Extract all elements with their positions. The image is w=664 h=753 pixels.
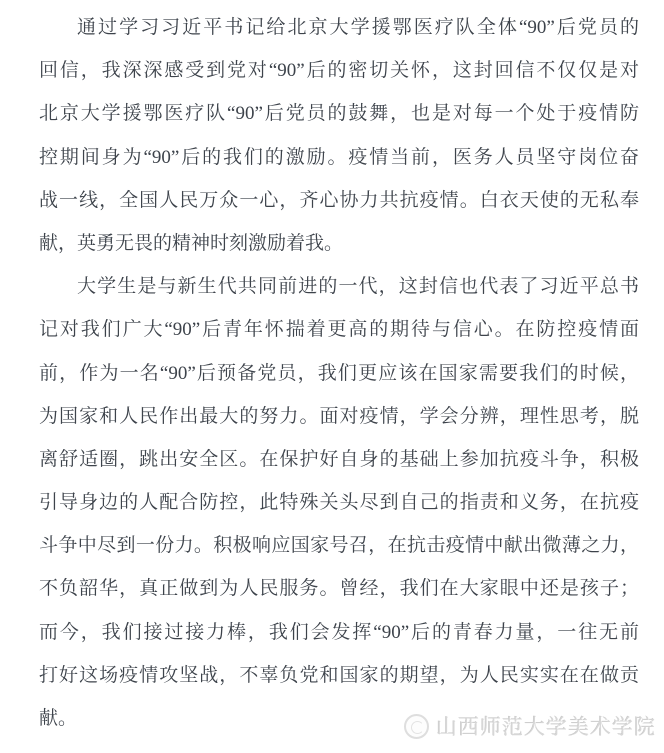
text-line: 斗争中尽到一份力。积极响应国家号召，在抗击疫情中献出微薄之力， bbox=[39, 535, 639, 557]
text-line: 记对我们广大“90”后青年怀揣着更高的期待与信心。在防控疫情面 bbox=[39, 319, 639, 341]
text-line: 回信，我深深感受到党对“90”后的密切关怀，这封回信不仅仅是对 bbox=[39, 60, 639, 82]
essay-body bbox=[39, 6, 639, 740]
watermark-label: 山西师范大学美术学院 bbox=[436, 715, 656, 739]
text-line: 不负韶华，真正做到为人民服务。曾经，我们在大家眼中还是孩子； bbox=[39, 578, 639, 600]
text-line: 战一线，全国人民万众一心，齐心协力共抗疫情。白衣天使的无私奉 bbox=[39, 189, 639, 211]
text-line: 献。 bbox=[39, 708, 78, 729]
text-line: 通过学习习近平书记给北京大学援鄂医疗队全体“90”后党员的 bbox=[77, 17, 639, 38]
text-line: 打好这场疫情攻坚战，不辜负党和国家的期望，为人民实实在在做贡 bbox=[39, 664, 639, 686]
text-line: 而今，我们接过接力棒，我们会发挥“90”后的青春力量，一往无前 bbox=[39, 621, 639, 643]
text-line: 引导身边的人配合防控，此特殊关头尽到自己的指责和义务，在抗疫 bbox=[39, 492, 639, 514]
text-line: 前，作为一名“90”后预备党员，我们更应该在国家需要我们的时候， bbox=[39, 362, 639, 384]
text-line: 控期间身为“90”后的我们的激励。疫情当前，医务人员坚守岗位奋 bbox=[39, 146, 639, 168]
text-line: 献，英勇无畏的精神时刻激励着我。 bbox=[39, 232, 344, 254]
text-line: 为国家和人民作出最大的努力。面对疫情，学会分辨，理性思考，脱 bbox=[39, 405, 639, 427]
text-line: 大学生是与新生代共同前进的一代，这封信也代表了习近平总书 bbox=[77, 276, 639, 298]
text-line: 北京大学援鄂医疗队“90”后党员的鼓舞，也是对每一个处于疫情防 bbox=[39, 103, 639, 125]
text-line: 离舒适圈，跳出安全区。在保护好自身的基础上参加抗疫斗争，积极 bbox=[39, 448, 639, 470]
